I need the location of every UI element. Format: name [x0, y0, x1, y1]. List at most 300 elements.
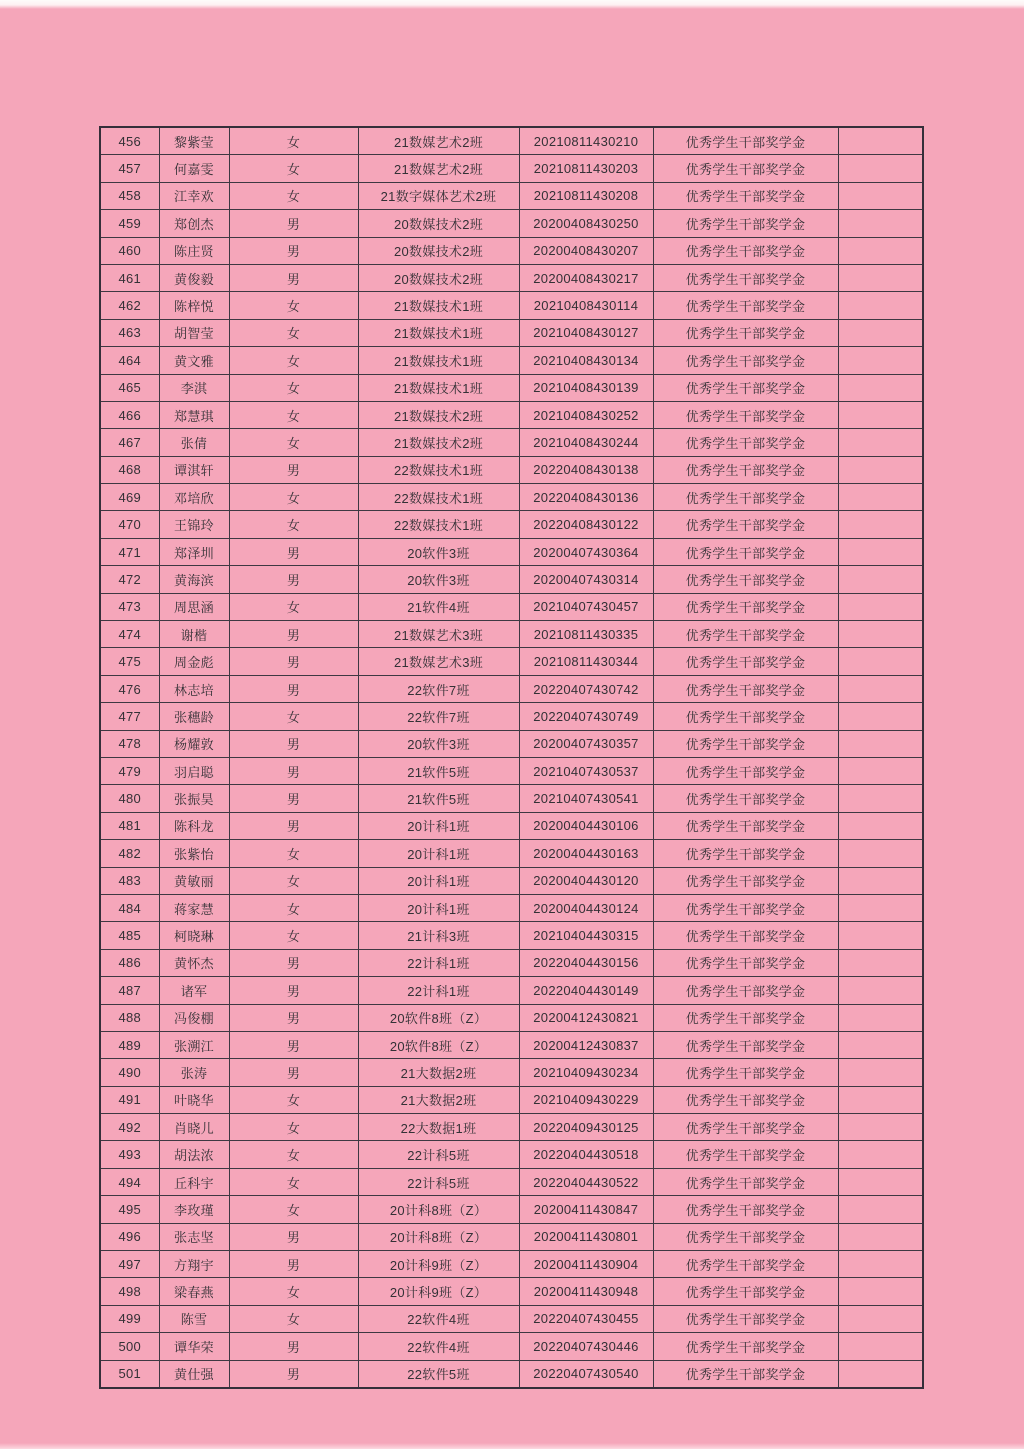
cell-award-name: 优秀学生干部奖学金 — [653, 566, 838, 593]
cell-award-name: 优秀学生干部奖学金 — [653, 1251, 838, 1278]
cell-gender: 女 — [229, 840, 358, 867]
cell-gender: 男 — [229, 264, 358, 291]
cell-serial-number: 480 — [100, 785, 159, 812]
cell-student-name: 李淇 — [159, 374, 229, 401]
cell-serial-number: 467 — [100, 429, 159, 456]
cell-class-name: 20软件3班 — [358, 538, 519, 565]
cell-student-name: 周金彪 — [159, 648, 229, 675]
cell-student-name: 丘科宇 — [159, 1168, 229, 1195]
cell-remarks-empty — [838, 566, 923, 593]
cell-remarks-empty — [838, 977, 923, 1004]
cell-serial-number: 459 — [100, 210, 159, 237]
table-row — [100, 1360, 923, 1388]
cell-serial-number: 482 — [100, 840, 159, 867]
cell-gender: 女 — [229, 1168, 358, 1195]
cell-student-id: 20200404430124 — [519, 894, 653, 921]
cell-class-name: 20软件8班（Z） — [358, 1031, 519, 1058]
cell-award-name: 优秀学生干部奖学金 — [653, 894, 838, 921]
cell-serial-number: 493 — [100, 1141, 159, 1168]
cell-class-name: 22软件7班 — [358, 675, 519, 702]
cell-student-id: 20200408430250 — [519, 210, 653, 237]
cell-class-name: 22计科1班 — [358, 977, 519, 1004]
scan-edge-bottom — [0, 1443, 1024, 1449]
cell-serial-number: 499 — [100, 1305, 159, 1332]
cell-gender: 女 — [229, 374, 358, 401]
cell-class-name: 21数媒技术1班 — [358, 374, 519, 401]
cell-remarks-empty — [838, 401, 923, 428]
cell-serial-number: 456 — [100, 127, 159, 155]
cell-student-name: 张紫怡 — [159, 840, 229, 867]
cell-award-name: 优秀学生干部奖学金 — [653, 949, 838, 976]
table-row — [100, 155, 923, 182]
cell-gender: 女 — [229, 1114, 358, 1141]
cell-class-name: 20计科8班（Z） — [358, 1223, 519, 1250]
cell-award-name: 优秀学生干部奖学金 — [653, 347, 838, 374]
cell-remarks-empty — [838, 1196, 923, 1223]
cell-award-name: 优秀学生干部奖学金 — [653, 812, 838, 839]
cell-gender: 女 — [229, 1196, 358, 1223]
cell-student-id: 20200411430801 — [519, 1223, 653, 1250]
cell-student-id: 20200404430106 — [519, 812, 653, 839]
cell-gender: 男 — [229, 977, 358, 1004]
table-row — [100, 401, 923, 428]
cell-serial-number: 483 — [100, 867, 159, 894]
cell-student-name: 杨耀敦 — [159, 730, 229, 757]
cell-class-name: 22大数据1班 — [358, 1114, 519, 1141]
cell-remarks-empty — [838, 264, 923, 291]
cell-gender: 男 — [229, 1223, 358, 1250]
cell-serial-number: 464 — [100, 347, 159, 374]
cell-student-id: 20210409430229 — [519, 1086, 653, 1113]
cell-serial-number: 498 — [100, 1278, 159, 1305]
cell-student-id: 20220407430446 — [519, 1333, 653, 1360]
cell-class-name: 21数媒艺术2班 — [358, 127, 519, 155]
cell-award-name: 优秀学生干部奖学金 — [653, 730, 838, 757]
table-row — [100, 292, 923, 319]
cell-serial-number: 478 — [100, 730, 159, 757]
cell-serial-number: 487 — [100, 977, 159, 1004]
cell-gender: 男 — [229, 648, 358, 675]
cell-student-id: 20210811430203 — [519, 155, 653, 182]
table-row — [100, 237, 923, 264]
cell-student-id: 20210404430315 — [519, 922, 653, 949]
table-row — [100, 1004, 923, 1031]
cell-student-id: 20210407430537 — [519, 757, 653, 784]
table-row — [100, 429, 923, 456]
cell-student-name: 谭华荣 — [159, 1333, 229, 1360]
cell-class-name: 20数媒技术2班 — [358, 237, 519, 264]
cell-serial-number: 496 — [100, 1223, 159, 1250]
cell-remarks-empty — [838, 621, 923, 648]
cell-gender: 女 — [229, 155, 358, 182]
cell-remarks-empty — [838, 675, 923, 702]
cell-award-name: 优秀学生干部奖学金 — [653, 511, 838, 538]
cell-award-name: 优秀学生干部奖学金 — [653, 867, 838, 894]
cell-serial-number: 500 — [100, 1333, 159, 1360]
cell-remarks-empty — [838, 1141, 923, 1168]
cell-remarks-empty — [838, 484, 923, 511]
cell-student-id: 20210409430234 — [519, 1059, 653, 1086]
cell-student-name: 冯俊棚 — [159, 1004, 229, 1031]
cell-student-id: 20210407430541 — [519, 785, 653, 812]
cell-award-name: 优秀学生干部奖学金 — [653, 127, 838, 155]
cell-student-id: 20200408430207 — [519, 237, 653, 264]
cell-student-id: 20200407430357 — [519, 730, 653, 757]
cell-award-name: 优秀学生干部奖学金 — [653, 1114, 838, 1141]
cell-class-name: 21数字媒体艺术2班 — [358, 182, 519, 209]
cell-serial-number: 470 — [100, 511, 159, 538]
cell-student-id: 20220404430149 — [519, 977, 653, 1004]
table-row — [100, 374, 923, 401]
cell-gender: 男 — [229, 621, 358, 648]
cell-remarks-empty — [838, 182, 923, 209]
cell-student-name: 黄敏丽 — [159, 867, 229, 894]
cell-student-id: 20200412430821 — [519, 1004, 653, 1031]
table-row — [100, 675, 923, 702]
cell-gender: 女 — [229, 484, 358, 511]
cell-serial-number: 492 — [100, 1114, 159, 1141]
cell-student-name: 黄怀杰 — [159, 949, 229, 976]
cell-remarks-empty — [838, 1168, 923, 1195]
cell-gender: 女 — [229, 1278, 358, 1305]
cell-student-name: 谢楷 — [159, 621, 229, 648]
cell-award-name: 优秀学生干部奖学金 — [653, 922, 838, 949]
cell-student-name: 黄海滨 — [159, 566, 229, 593]
cell-gender: 女 — [229, 1086, 358, 1113]
table-row — [100, 484, 923, 511]
cell-student-id: 20200407430364 — [519, 538, 653, 565]
table-row — [100, 1278, 923, 1305]
cell-gender: 女 — [229, 894, 358, 921]
cell-award-name: 优秀学生干部奖学金 — [653, 785, 838, 812]
cell-student-name: 张溯江 — [159, 1031, 229, 1058]
cell-gender: 男 — [229, 1031, 358, 1058]
cell-gender: 女 — [229, 867, 358, 894]
cell-award-name: 优秀学生干部奖学金 — [653, 1223, 838, 1250]
cell-gender: 男 — [229, 538, 358, 565]
cell-class-name: 21软件5班 — [358, 757, 519, 784]
cell-remarks-empty — [838, 1333, 923, 1360]
table-row — [100, 511, 923, 538]
cell-student-name: 王锦玲 — [159, 511, 229, 538]
cell-remarks-empty — [838, 319, 923, 346]
cell-student-id: 20200404430120 — [519, 867, 653, 894]
cell-gender: 男 — [229, 785, 358, 812]
table-row — [100, 1059, 923, 1086]
cell-student-name: 蒋家慧 — [159, 894, 229, 921]
cell-class-name: 20计科1班 — [358, 894, 519, 921]
table-row — [100, 593, 923, 620]
cell-remarks-empty — [838, 1004, 923, 1031]
cell-class-name: 21大数据2班 — [358, 1059, 519, 1086]
cell-serial-number: 462 — [100, 292, 159, 319]
cell-student-name: 陈梓悦 — [159, 292, 229, 319]
cell-student-id: 20220408430136 — [519, 484, 653, 511]
cell-gender: 女 — [229, 1305, 358, 1332]
cell-student-name: 郑慧琪 — [159, 401, 229, 428]
cell-class-name: 22数媒技术1班 — [358, 511, 519, 538]
table-row — [100, 1086, 923, 1113]
cell-class-name: 20计科9班（Z） — [358, 1278, 519, 1305]
cell-gender: 女 — [229, 593, 358, 620]
cell-remarks-empty — [838, 757, 923, 784]
cell-student-name: 谭淇轩 — [159, 456, 229, 483]
cell-student-name: 黄俊毅 — [159, 264, 229, 291]
cell-student-name: 肖晓儿 — [159, 1114, 229, 1141]
cell-serial-number: 475 — [100, 648, 159, 675]
table-row — [100, 977, 923, 1004]
cell-class-name: 21数媒技术2班 — [358, 429, 519, 456]
cell-remarks-empty — [838, 1223, 923, 1250]
cell-remarks-empty — [838, 456, 923, 483]
cell-class-name: 21软件5班 — [358, 785, 519, 812]
cell-gender: 女 — [229, 292, 358, 319]
cell-serial-number: 458 — [100, 182, 159, 209]
cell-award-name: 优秀学生干部奖学金 — [653, 593, 838, 620]
cell-award-name: 优秀学生干部奖学金 — [653, 538, 838, 565]
cell-student-id: 20210408430252 — [519, 401, 653, 428]
table-row — [100, 1141, 923, 1168]
cell-gender: 男 — [229, 757, 358, 784]
cell-award-name: 优秀学生干部奖学金 — [653, 264, 838, 291]
cell-remarks-empty — [838, 593, 923, 620]
cell-class-name: 22数媒技术1班 — [358, 456, 519, 483]
cell-class-name: 20软件8班（Z） — [358, 1004, 519, 1031]
cell-remarks-empty — [838, 292, 923, 319]
cell-class-name: 21大数据2班 — [358, 1086, 519, 1113]
cell-gender: 男 — [229, 1004, 358, 1031]
table-row — [100, 949, 923, 976]
cell-gender: 男 — [229, 566, 358, 593]
cell-gender: 男 — [229, 949, 358, 976]
cell-award-name: 优秀学生干部奖学金 — [653, 1305, 838, 1332]
cell-serial-number: 494 — [100, 1168, 159, 1195]
cell-student-id: 20220409430125 — [519, 1114, 653, 1141]
cell-remarks-empty — [838, 840, 923, 867]
cell-gender: 女 — [229, 127, 358, 155]
cell-student-id: 20200411430948 — [519, 1278, 653, 1305]
cell-serial-number: 457 — [100, 155, 159, 182]
cell-student-id: 20210407430457 — [519, 593, 653, 620]
cell-remarks-empty — [838, 730, 923, 757]
cell-class-name: 20软件3班 — [358, 566, 519, 593]
cell-award-name: 优秀学生干部奖学金 — [653, 1278, 838, 1305]
cell-serial-number: 485 — [100, 922, 159, 949]
cell-student-name: 胡法浓 — [159, 1141, 229, 1168]
cell-serial-number: 463 — [100, 319, 159, 346]
cell-award-name: 优秀学生干部奖学金 — [653, 675, 838, 702]
table-row — [100, 456, 923, 483]
cell-gender: 男 — [229, 730, 358, 757]
cell-gender: 男 — [229, 237, 358, 264]
cell-student-name: 陈科龙 — [159, 812, 229, 839]
cell-gender: 男 — [229, 675, 358, 702]
cell-gender: 女 — [229, 182, 358, 209]
cell-student-name: 诸军 — [159, 977, 229, 1004]
cell-student-name: 黎紫莹 — [159, 127, 229, 155]
cell-student-name: 胡智莹 — [159, 319, 229, 346]
cell-serial-number: 495 — [100, 1196, 159, 1223]
cell-student-id: 20220404430518 — [519, 1141, 653, 1168]
cell-class-name: 20计科1班 — [358, 867, 519, 894]
cell-remarks-empty — [838, 429, 923, 456]
cell-remarks-empty — [838, 1086, 923, 1113]
cell-award-name: 优秀学生干部奖学金 — [653, 1168, 838, 1195]
cell-class-name: 20计科9班（Z） — [358, 1251, 519, 1278]
cell-student-id: 20210811430344 — [519, 648, 653, 675]
cell-student-name: 邓培欣 — [159, 484, 229, 511]
cell-student-name: 郑创杰 — [159, 210, 229, 237]
cell-gender: 女 — [229, 922, 358, 949]
cell-student-name: 柯晓琳 — [159, 922, 229, 949]
cell-student-name: 周思涵 — [159, 593, 229, 620]
cell-serial-number: 486 — [100, 949, 159, 976]
cell-student-name: 陈庄贤 — [159, 237, 229, 264]
cell-award-name: 优秀学生干部奖学金 — [653, 155, 838, 182]
table-row — [100, 1251, 923, 1278]
cell-remarks-empty — [838, 237, 923, 264]
table-row — [100, 347, 923, 374]
cell-serial-number: 491 — [100, 1086, 159, 1113]
cell-student-id: 20200411430847 — [519, 1196, 653, 1223]
cell-award-name: 优秀学生干部奖学金 — [653, 840, 838, 867]
table-row — [100, 1333, 923, 1360]
table-row — [100, 894, 923, 921]
cell-remarks-empty — [838, 922, 923, 949]
cell-class-name: 21数媒技术2班 — [358, 401, 519, 428]
table-row — [100, 538, 923, 565]
scholarship-roster-table — [99, 126, 924, 1389]
cell-student-name: 张涛 — [159, 1059, 229, 1086]
cell-class-name: 22软件4班 — [358, 1305, 519, 1332]
table-row — [100, 127, 923, 155]
table-row — [100, 812, 923, 839]
cell-student-name: 羽启聪 — [159, 757, 229, 784]
table-row — [100, 785, 923, 812]
cell-award-name: 优秀学生干部奖学金 — [653, 1004, 838, 1031]
cell-serial-number: 481 — [100, 812, 159, 839]
cell-serial-number: 497 — [100, 1251, 159, 1278]
cell-student-id: 20220407430742 — [519, 675, 653, 702]
cell-student-name: 张倩 — [159, 429, 229, 456]
cell-gender: 男 — [229, 1059, 358, 1086]
cell-serial-number: 460 — [100, 237, 159, 264]
cell-remarks-empty — [838, 1278, 923, 1305]
cell-serial-number: 489 — [100, 1031, 159, 1058]
cell-remarks-empty — [838, 867, 923, 894]
table-row — [100, 757, 923, 784]
cell-gender: 男 — [229, 456, 358, 483]
cell-gender: 男 — [229, 1251, 358, 1278]
cell-class-name: 22计科5班 — [358, 1141, 519, 1168]
cell-gender: 女 — [229, 511, 358, 538]
cell-class-name: 20计科8班（Z） — [358, 1196, 519, 1223]
cell-gender: 女 — [229, 319, 358, 346]
table-row — [100, 210, 923, 237]
cell-remarks-empty — [838, 648, 923, 675]
cell-remarks-empty — [838, 511, 923, 538]
cell-award-name: 优秀学生干部奖学金 — [653, 1086, 838, 1113]
cell-remarks-empty — [838, 703, 923, 730]
cell-award-name: 优秀学生干部奖学金 — [653, 1059, 838, 1086]
cell-gender: 男 — [229, 1333, 358, 1360]
table-row — [100, 1196, 923, 1223]
cell-award-name: 优秀学生干部奖学金 — [653, 484, 838, 511]
cell-serial-number: 473 — [100, 593, 159, 620]
cell-remarks-empty — [838, 1114, 923, 1141]
cell-gender: 女 — [229, 347, 358, 374]
cell-award-name: 优秀学生干部奖学金 — [653, 401, 838, 428]
table-row — [100, 182, 923, 209]
cell-class-name: 21计科3班 — [358, 922, 519, 949]
cell-student-name: 叶晓华 — [159, 1086, 229, 1113]
cell-class-name: 21软件4班 — [358, 593, 519, 620]
cell-award-name: 优秀学生干部奖学金 — [653, 1141, 838, 1168]
cell-remarks-empty — [838, 1360, 923, 1388]
cell-class-name: 20计科1班 — [358, 812, 519, 839]
roster-body — [100, 127, 923, 1388]
cell-student-id: 20220408430138 — [519, 456, 653, 483]
table-row — [100, 1168, 923, 1195]
cell-student-name: 何嘉雯 — [159, 155, 229, 182]
cell-award-name: 优秀学生干部奖学金 — [653, 1333, 838, 1360]
cell-award-name: 优秀学生干部奖学金 — [653, 182, 838, 209]
cell-remarks-empty — [838, 949, 923, 976]
cell-student-id: 20210408430139 — [519, 374, 653, 401]
cell-serial-number: 468 — [100, 456, 159, 483]
cell-student-name: 黄仕强 — [159, 1360, 229, 1388]
cell-student-name: 梁春燕 — [159, 1278, 229, 1305]
cell-gender: 女 — [229, 401, 358, 428]
cell-remarks-empty — [838, 155, 923, 182]
cell-student-id: 20220404430156 — [519, 949, 653, 976]
cell-gender: 女 — [229, 703, 358, 730]
cell-student-id: 20210408430134 — [519, 347, 653, 374]
cell-award-name: 优秀学生干部奖学金 — [653, 621, 838, 648]
cell-student-name: 郑泽圳 — [159, 538, 229, 565]
cell-class-name: 22计科5班 — [358, 1168, 519, 1195]
cell-serial-number: 477 — [100, 703, 159, 730]
cell-serial-number: 474 — [100, 621, 159, 648]
cell-award-name: 优秀学生干部奖学金 — [653, 757, 838, 784]
table-row — [100, 1114, 923, 1141]
cell-serial-number: 488 — [100, 1004, 159, 1031]
cell-award-name: 优秀学生干部奖学金 — [653, 648, 838, 675]
cell-student-id: 20220407430749 — [519, 703, 653, 730]
cell-student-name: 陈雪 — [159, 1305, 229, 1332]
table-row — [100, 703, 923, 730]
cell-award-name: 优秀学生干部奖学金 — [653, 456, 838, 483]
cell-award-name: 优秀学生干部奖学金 — [653, 429, 838, 456]
cell-student-id: 20200412430837 — [519, 1031, 653, 1058]
cell-award-name: 优秀学生干部奖学金 — [653, 210, 838, 237]
cell-class-name: 21数媒技术1班 — [358, 292, 519, 319]
cell-student-id: 20220407430540 — [519, 1360, 653, 1388]
cell-remarks-empty — [838, 1251, 923, 1278]
table-row — [100, 648, 923, 675]
cell-student-name: 李玫瑾 — [159, 1196, 229, 1223]
cell-serial-number: 465 — [100, 374, 159, 401]
cell-remarks-empty — [838, 210, 923, 237]
cell-remarks-empty — [838, 347, 923, 374]
cell-class-name: 20软件3班 — [358, 730, 519, 757]
table-row — [100, 867, 923, 894]
cell-serial-number: 461 — [100, 264, 159, 291]
cell-student-id: 20200411430904 — [519, 1251, 653, 1278]
cell-award-name: 优秀学生干部奖学金 — [653, 1360, 838, 1388]
scan-edge-top — [0, 0, 1024, 9]
table-row — [100, 730, 923, 757]
